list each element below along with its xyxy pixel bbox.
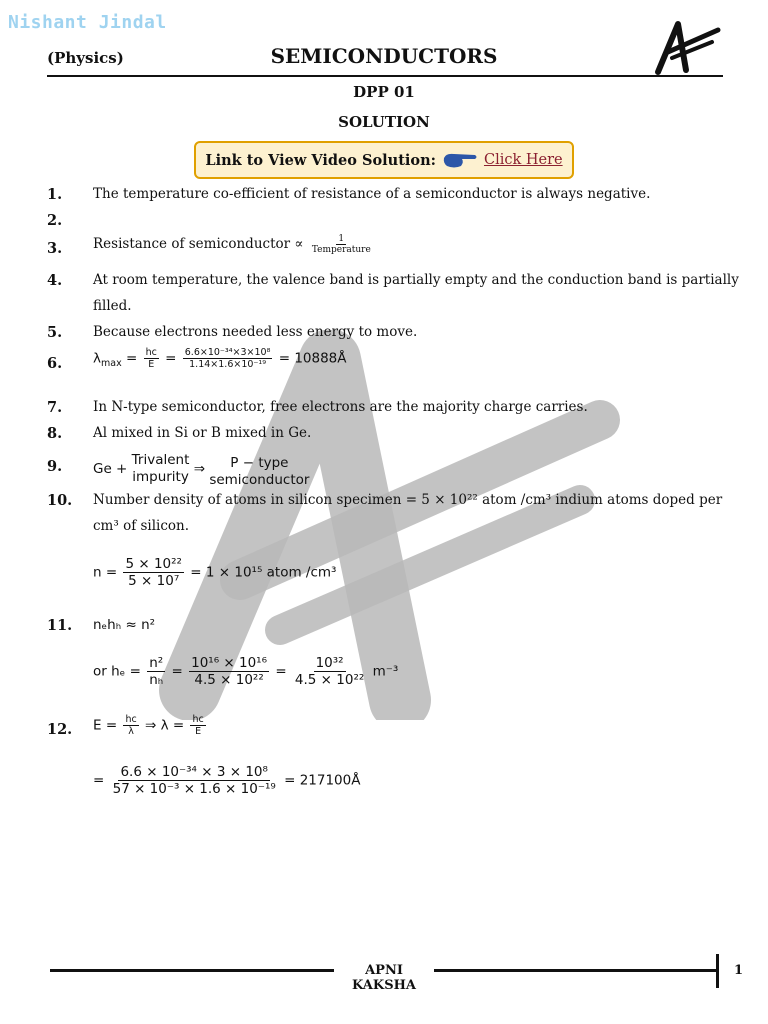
answer-text: cm³ of silicon. <box>93 518 190 534</box>
question-number: 7. <box>47 399 63 416</box>
fraction <box>189 655 269 688</box>
video-solution-box <box>194 141 574 179</box>
question-number: 8. <box>47 425 63 442</box>
answer-text: ⇒ λ = <box>144 717 185 734</box>
fraction-denominator: 4.5 × 10²² <box>194 672 264 688</box>
fraction <box>123 714 138 737</box>
equals-sign: = <box>165 350 177 367</box>
question-number: 9. <box>47 458 63 475</box>
stack-bottom: semiconductor <box>209 472 310 488</box>
equation-result: = 1 × 10¹⁵ atom /cm³ <box>190 564 337 581</box>
answer-text: In N-type semiconductor, free electrons are the majority charge carries. <box>93 399 588 415</box>
question-number: 11. <box>47 617 73 634</box>
fraction <box>111 764 278 797</box>
answer-text: E = <box>93 717 118 734</box>
fraction-denominator: E <box>148 359 155 370</box>
answer-text: Because electrons needed less energy to move. <box>93 324 418 340</box>
fraction-numerator: hc <box>145 347 157 358</box>
fraction-denominator: 4.5 × 10²² <box>294 672 365 688</box>
subscript: max <box>101 358 122 370</box>
fraction-denominator: 57 × 10⁻³ × 1.6 × 10⁻¹⁹ <box>112 781 276 797</box>
fraction-denominator: E <box>195 726 202 737</box>
answer-equation <box>93 347 347 370</box>
answer-text: filled. <box>93 298 132 314</box>
fraction-numerator: 10³² <box>315 655 344 671</box>
header-divider <box>47 75 723 77</box>
answer-equation <box>93 234 375 255</box>
fraction-numerator: 6.6×10⁻³⁴×3×10⁸ <box>184 347 271 358</box>
fraction <box>123 556 184 589</box>
implies-arrow: ⇒ <box>193 461 206 477</box>
fraction <box>183 347 273 370</box>
equation-result: = 10888Å <box>278 350 347 367</box>
answer-equation <box>93 655 398 688</box>
question-number: 2. <box>47 212 63 229</box>
fraction-numerator: 1 <box>338 234 345 244</box>
video-solution-label: Link to View Video Solution: <box>205 151 436 169</box>
fraction-denominator: 5 × 10⁷ <box>128 573 180 589</box>
fraction <box>147 655 165 688</box>
fraction <box>293 655 366 688</box>
subject-label: (Physics) <box>47 49 124 67</box>
page-title: SEMICONDUCTORS <box>270 44 498 68</box>
fraction-numerator: 10¹⁶ × 10¹⁶ <box>191 655 268 671</box>
fraction-numerator: 5 × 10²² <box>125 556 182 572</box>
answer-equation <box>93 764 360 797</box>
stack-top: Trivalent <box>131 452 190 468</box>
fraction <box>144 347 159 370</box>
answer-text: n = <box>93 564 118 581</box>
equals-sign: = <box>93 772 105 789</box>
answer-text: Al mixed in Si or B mixed in Ge. <box>93 425 312 441</box>
fraction-numerator: n² <box>149 655 164 671</box>
question-number: 6. <box>47 355 63 372</box>
question-number: 3. <box>47 240 63 257</box>
question-number: 1. <box>47 186 63 203</box>
pointing-hand-icon <box>442 150 478 170</box>
stack-bottom: impurity <box>132 469 189 485</box>
reactant-stack <box>132 452 190 486</box>
fraction-numerator: 6.6 × 10⁻³⁴ × 3 × 10⁸ <box>120 764 268 780</box>
answer-text: or hₑ = <box>93 663 141 680</box>
page-number: 1 <box>734 963 744 978</box>
product-stack <box>209 455 309 489</box>
unit-label: m⁻³ <box>372 663 399 680</box>
fraction-numerator: hc <box>192 714 204 725</box>
question-number: 10. <box>47 492 73 509</box>
fraction <box>190 714 205 737</box>
fraction-denominator: λ <box>128 726 134 737</box>
answer-text: The temperature co-efficient of resistance of a semiconductor is always negative. <box>93 186 651 202</box>
solution-heading: SOLUTION <box>338 113 430 131</box>
brand-logo-icon <box>652 18 724 76</box>
fraction-denominator: 1.14×1.6×10⁻¹⁹ <box>189 359 267 370</box>
answer-text: Number density of atoms in silicon specimen = 5 × 10²² atom /cm³ indium atoms doped per <box>93 492 723 508</box>
answer-equation <box>93 556 336 589</box>
footer-separator <box>716 954 719 988</box>
answer-equation <box>93 449 309 489</box>
answer-text: At room temperature, the valence band is partially empty and the conduction band is partially <box>93 272 739 288</box>
stack-top: P − type <box>230 455 289 471</box>
fraction-denominator: Temperature <box>311 245 371 255</box>
question-number: 12. <box>47 721 73 738</box>
answer-text: Resistance of semiconductor ∝ <box>93 236 304 252</box>
footer-divider-right <box>434 969 718 972</box>
answer-text: Ge + <box>93 461 128 477</box>
equals-sign: = <box>275 663 287 680</box>
footer-divider-left <box>50 969 334 972</box>
equals-sign: = <box>171 663 183 680</box>
question-number: 4. <box>47 272 63 289</box>
question-number: 5. <box>47 324 63 341</box>
equation-result: = 217100Å <box>284 772 361 789</box>
lambda-symbol: λ <box>93 350 101 367</box>
dpp-heading: DPP 01 <box>353 83 415 101</box>
fraction-numerator: hc <box>125 714 137 725</box>
footer-brand: APNI KAKSHA <box>352 963 416 993</box>
fraction <box>310 234 373 255</box>
answer-equation: nₑhₕ ≈ n² <box>93 617 156 633</box>
answer-equation <box>93 714 208 737</box>
equals-sign: = <box>126 350 138 367</box>
fraction-denominator: nₕ <box>149 672 164 688</box>
author-watermark: Nishant Jindal <box>8 12 167 33</box>
click-here-link[interactable]: Click Here <box>483 152 563 168</box>
